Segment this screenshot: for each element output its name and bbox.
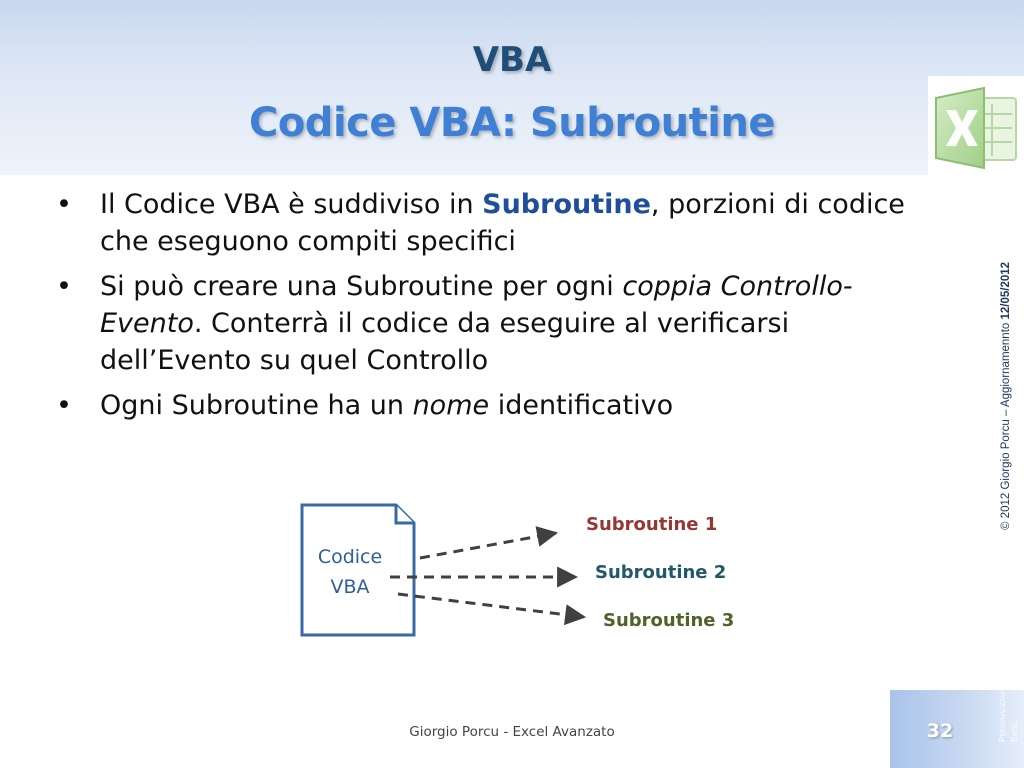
arrow-subroutine-3 bbox=[398, 594, 584, 617]
arrow-subroutine-1 bbox=[420, 533, 556, 558]
bullet-list bbox=[56, 186, 926, 432]
bullet-item bbox=[56, 268, 926, 379]
bullet-dot: • bbox=[56, 271, 72, 302]
bullet-text: identificativo bbox=[489, 390, 674, 421]
bullet-item bbox=[56, 186, 926, 260]
bullet-text: , porzioni di codice che eseguono compiti specifici bbox=[100, 189, 905, 257]
keyword-subroutine: Subroutine bbox=[482, 189, 651, 220]
slide-subtitle: Codice VBA: Subroutine bbox=[248, 100, 776, 146]
bullet-text: Si può creare una Subroutine per ogni bbox=[100, 271, 623, 302]
copyright-note: © 2012 Giorgio Porcu – Aggiornamennto 12/05/2012 bbox=[1000, 261, 1012, 530]
italic-term: nome bbox=[412, 390, 490, 421]
page-number: 32 bbox=[926, 720, 954, 742]
bullet-text: Ogni Subroutine ha un bbox=[100, 390, 413, 421]
slide-header bbox=[0, 0, 1024, 175]
bullet-dot: • bbox=[56, 390, 72, 421]
subroutine-1-label: Subroutine 1 bbox=[586, 514, 718, 535]
update-date: 12/05/2012 bbox=[1000, 261, 1012, 320]
bullet-text: Il Codice VBA è suddiviso in bbox=[100, 189, 483, 220]
bullet-item bbox=[56, 387, 926, 424]
bullet-dot: • bbox=[56, 189, 72, 220]
slide-title: VBA bbox=[472, 40, 552, 80]
subroutine-2-label: Subroutine 2 bbox=[595, 562, 727, 583]
excel-logo-icon bbox=[928, 76, 1024, 176]
footer-author: Giorgio Porcu - Excel Avanzato bbox=[409, 724, 615, 740]
subroutine-3-label: Subroutine 3 bbox=[603, 610, 735, 631]
italic-term: coppia Controllo-Evento bbox=[100, 271, 853, 339]
document-label: Codice VBA bbox=[317, 546, 383, 598]
section-label: Personalizzare Excel bbox=[997, 686, 1019, 742]
bullet-text: . Conterrà il codice da eseguire al verificarsi dell’Evento su quel Controllo bbox=[100, 308, 790, 376]
